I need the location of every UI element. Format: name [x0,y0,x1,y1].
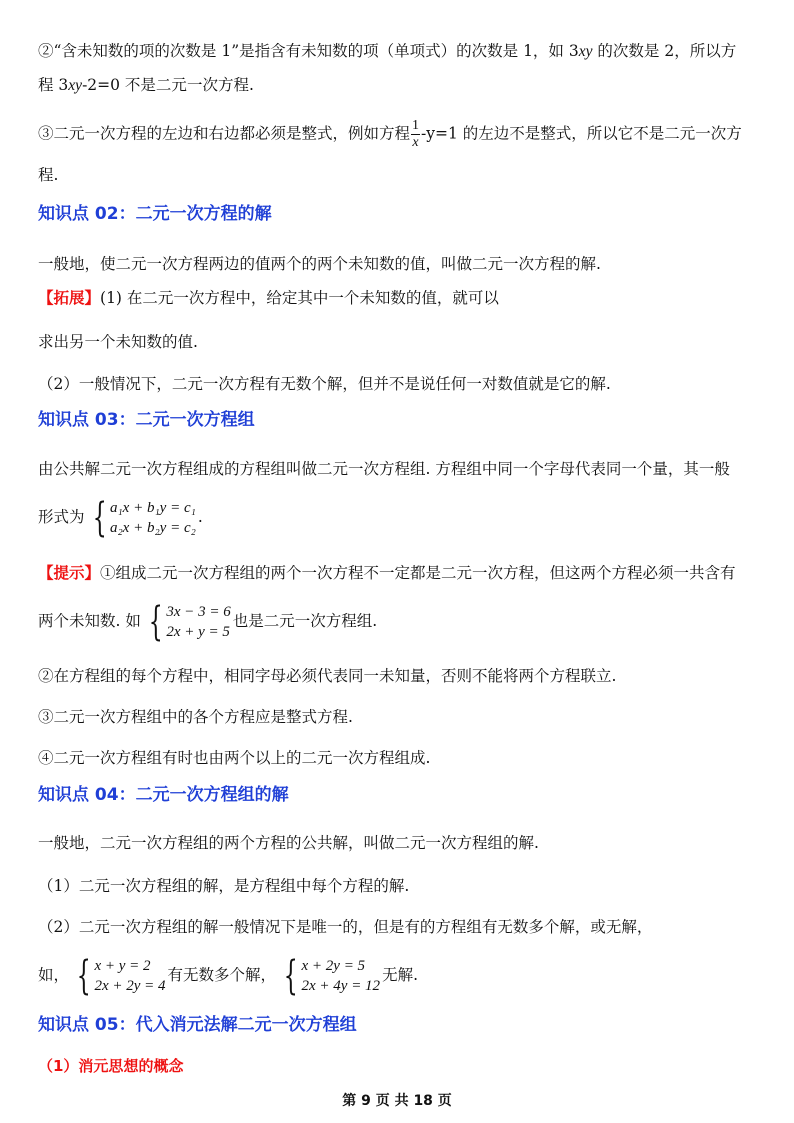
text: 形式为 [38,508,85,526]
sub-heading: （1）消元思想的概念 [38,1057,184,1075]
paragraph: 求出另一个未知数的值. [38,333,198,351]
paragraph: ④二元一次方程组有时也由两个以上的二元一次方程组成. [38,749,431,767]
equation: 2x + 4y = 12 [301,978,381,994]
fraction: $\frac{1}{x}$ [412,118,420,150]
page-footer: 第 9 页 共 18 页 [342,1093,452,1109]
paragraph [38,599,756,645]
text: 也是二元一次方程组. [232,612,378,630]
paragraph: （1）二元一次方程组的解，是方程组中每个方程的解. [38,877,410,895]
math-term: xy [68,77,83,94]
equation: 3x − 3 = 6 [166,604,231,620]
paragraph [38,953,756,999]
paragraph: （2）一般情况下，二元一次方程有无数个解，但并不是说任何一对数值就是它的解. [38,375,611,393]
math-term: xy [578,43,593,60]
section-heading: 知识点 05：代入消元法解二元一次方程组 [38,1015,357,1035]
paragraph: 一般地，使二元一次方程两边的值两个的两个未知数的值，叫做二元一次方程的解. [38,255,601,273]
text: 如， [38,966,70,984]
section-heading: 知识点 02：二元一次方程的解 [38,204,272,224]
text: (1) 在二元一次方程中，给定其中一个未知数的值，就可以 [100,289,499,307]
equation: x + 2y = 5 [301,958,366,974]
equation: 2x + y = 5 [166,624,230,640]
paragraph: 由公共解二元一次方程组成的方程组叫做二元一次方程组. 方程组中同一个字母代表同一个量，其一般 [38,460,730,478]
text: 程. [38,166,59,184]
paragraph [38,164,756,186]
text: 程 3 [38,76,69,94]
text: . [197,508,203,526]
equation: a₂x + b₂y = c₂ [109,520,196,536]
text: ③二元一次方程的左边和右边都必须是整式，例如方程 [38,124,411,143]
equation-system: { x + 2y = 5 2x + 4y = 12 [283,953,381,999]
equation-system: { x + y = 2 2x + 2y = 4 [76,953,166,999]
text: -y=1 的左边不是整式，所以它不是二元一次方 [421,124,742,143]
equation: a₁x + b₁y = c₁ [109,500,196,516]
paragraph [38,74,756,97]
text: ①组成二元一次方程组的两个一次方程不一定都是二元一次方程，但这两个方程必须一共含有 [100,564,736,582]
text: 的次数是 2，所以方 [592,42,737,60]
section-heading: 知识点 04：二元一次方程组的解 [38,785,289,805]
paragraph: ③二元一次方程组中的各个方程应是整式方程. [38,708,353,726]
equation: x + y = 2 [94,958,151,974]
text: 有无数多个解， [167,966,277,984]
equation-system: { a₁x + b₁y = c₁ a₂x + b₂y = c₂ [92,495,196,541]
text: 两个未知数. 如 [38,612,141,630]
paragraph: （2）二元一次方程组的解一般情况下是唯一的，但是有的方程组有无数多个解，或无解， [38,918,653,936]
paragraph [38,40,756,63]
equation: 2x + 2y = 4 [94,978,166,994]
paragraph: 一般地，二元一次方程组的两个方程的公共解，叫做二元一次方程组的解. [38,834,539,852]
text: 无解. [382,966,418,984]
paragraph [38,118,756,151]
paragraph [38,562,756,584]
section-heading: 知识点 03：二元一次方程组 [38,410,255,430]
paragraph: ②在方程组的每个方程中，相同字母必须代表同一未知量，否则不能将两个方程联立. [38,667,617,685]
paragraph [38,495,756,541]
text: -2=0 不是二元一次方程. [82,76,254,94]
equation-system: { 3x − 3 = 6 2x + y = 5 [148,599,231,645]
text: ②“含未知数的项的次数是 1”是指含有未知数的项（单项式）的次数是 1，如 3 [38,42,579,60]
tag-label: 【拓展】 [38,289,101,307]
paragraph [38,287,756,309]
tag-label: 【提示】 [38,564,101,582]
